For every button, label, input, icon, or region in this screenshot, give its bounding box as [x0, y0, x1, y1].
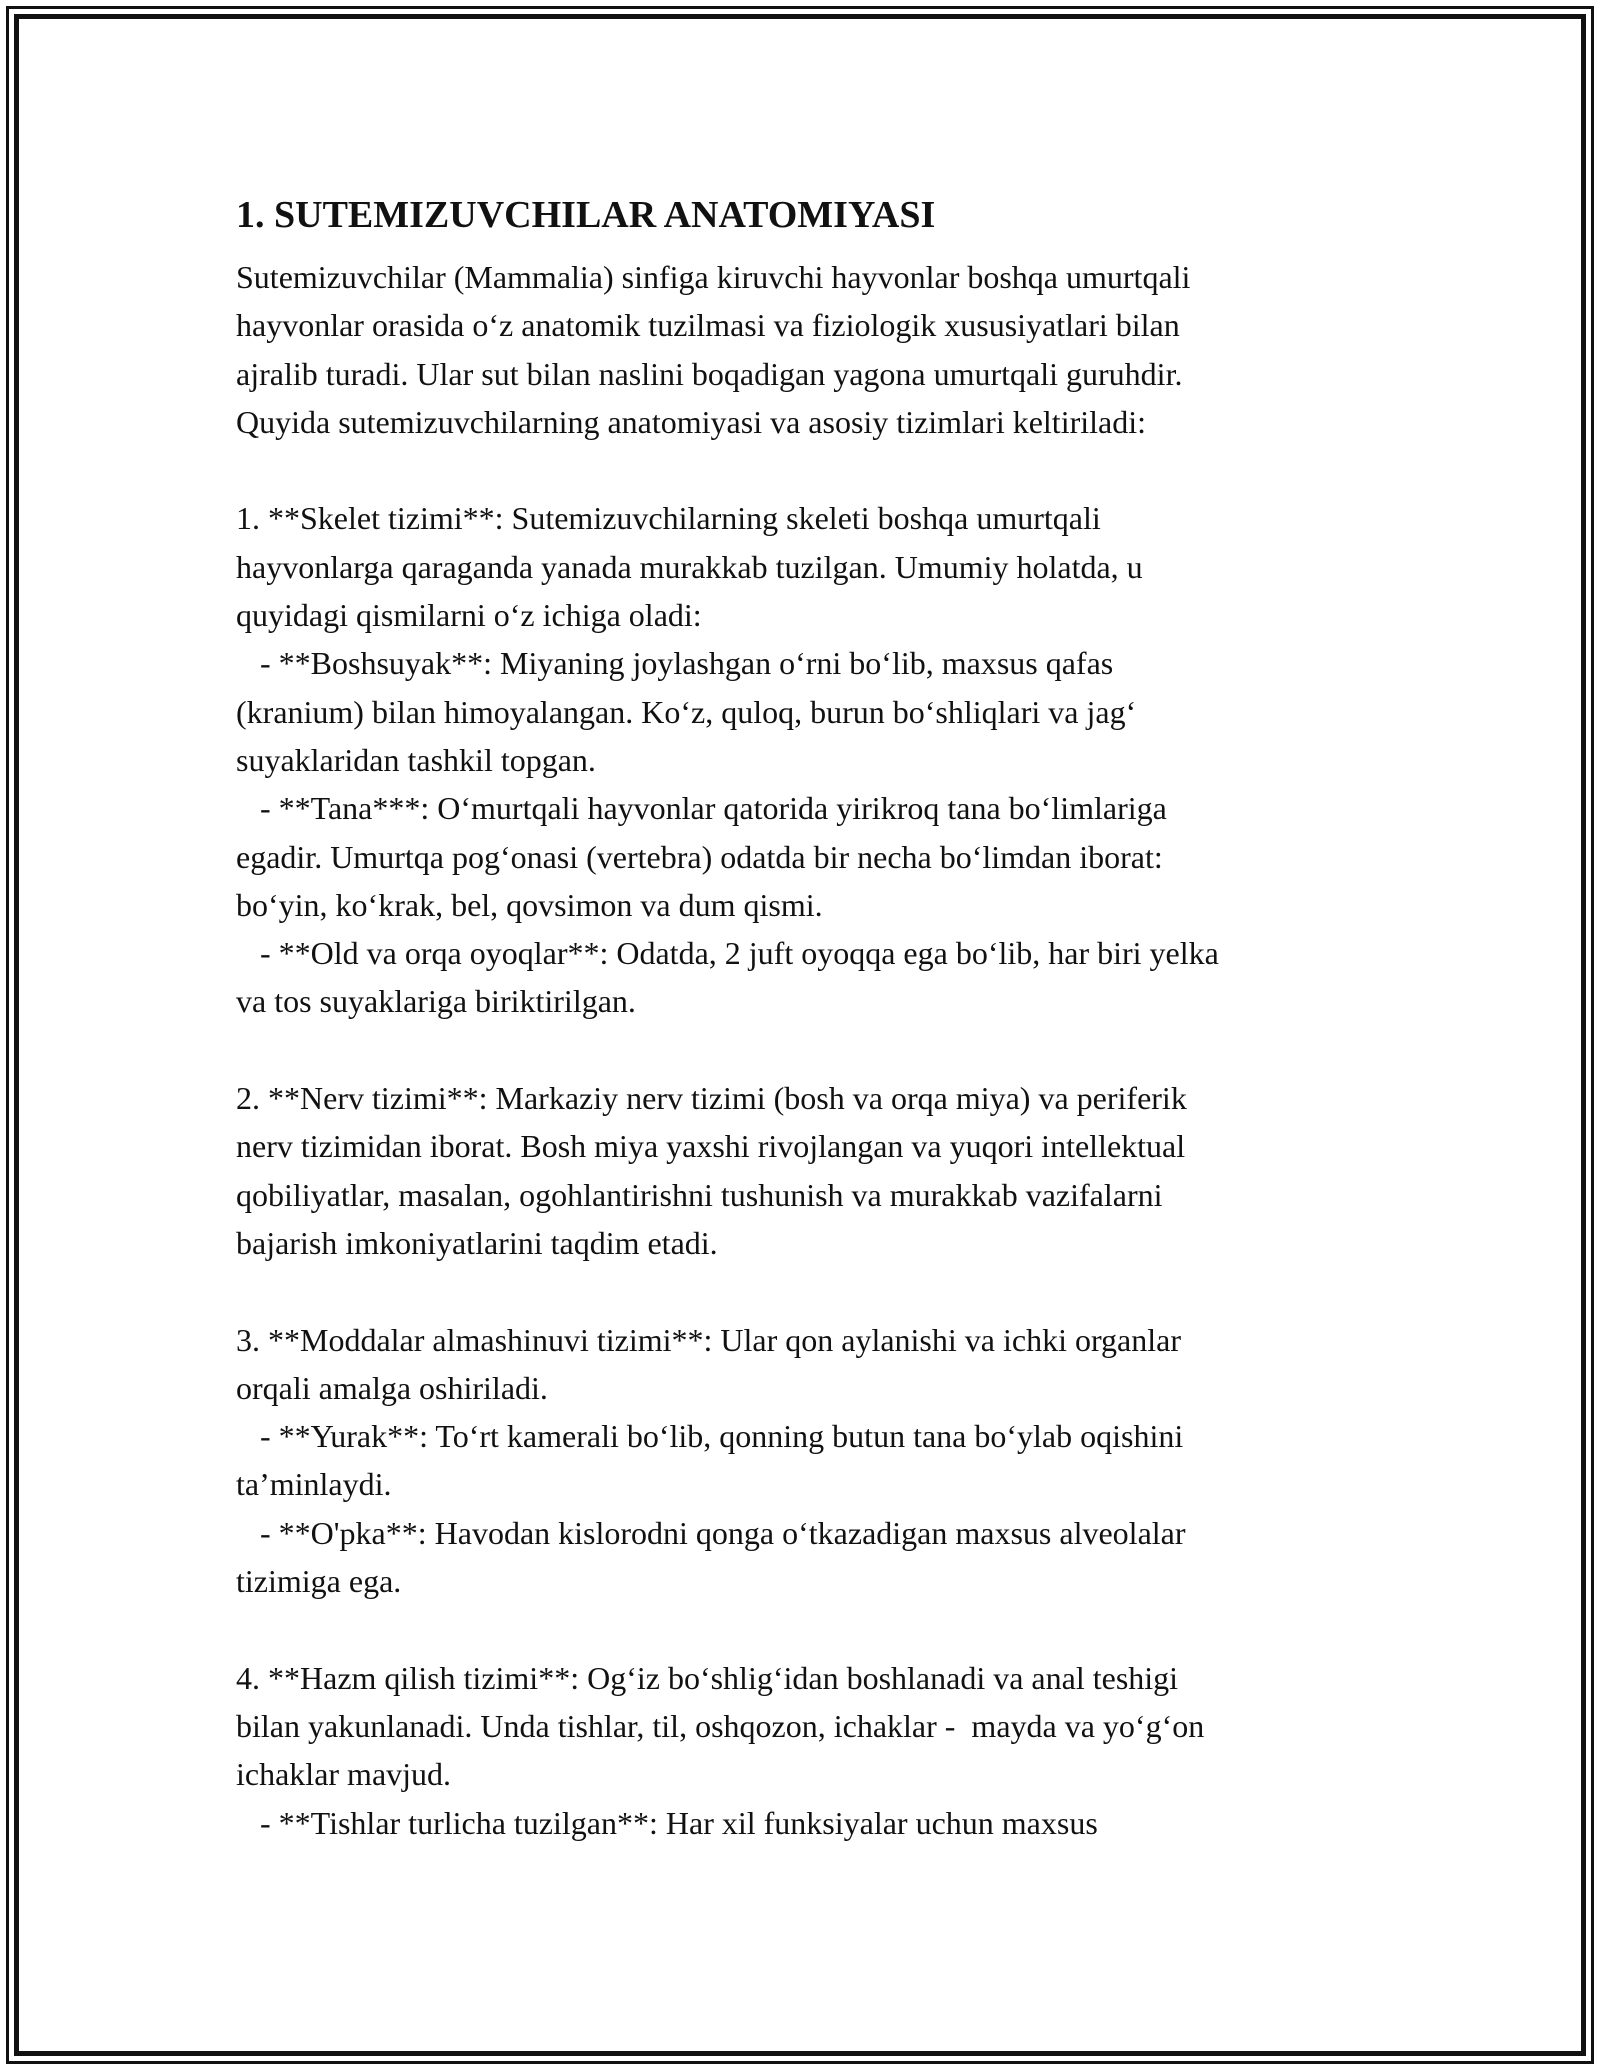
text-line: - **Tishlar turlicha tuzilgan**: Har xil funksiyalar uchun maxsus	[236, 1804, 1098, 1841]
text-line: ichaklar mavjud.	[236, 1756, 452, 1793]
text-line: qobiliyatlar, masalan, ogohlantirishni tushunish va murakkab vazifalarni	[236, 1176, 1163, 1213]
text-line: 3. **Moddalar almashinuvi tizimi**: Ular qon aylanishi va ichki organlar	[236, 1321, 1181, 1358]
text-line: suyaklaridan tashkil topgan.	[236, 741, 596, 778]
section-digestive-system	[236, 1654, 1416, 1847]
text-line: ta’minlaydi.	[236, 1466, 392, 1503]
text-line: hayvonlar orasida o‘z anatomik tuzilmasi va fiziologik xususiyatlari bilan	[236, 307, 1180, 344]
text-line: - **Tana***: O‘murtqali hayvonlar qatorida yirikroq tana bo‘limlariga	[236, 790, 1167, 827]
text-line: orqali amalga oshiriladi.	[236, 1369, 548, 1406]
text-line: bo‘yin, ko‘krak, bel, qovsimon va dum qismi.	[236, 886, 823, 923]
text-line: (kranium) bilan himoyalangan. Ko‘z, quloq, burun bo‘shliqlari va jag‘	[236, 693, 1137, 730]
text-line: 2. **Nerv tizimi**: Markaziy nerv tizimi (bosh va orqa miya) va periferik	[236, 1080, 1187, 1117]
text-line: 4. **Hazm qilish tizimi**: Og‘iz bo‘shlig‘idan boshlanadi va anal teshigi	[236, 1659, 1179, 1696]
text-line: 1. **Skelet tizimi**: Sutemizuvchilarning skeleti boshqa umurtqali	[236, 500, 1101, 537]
paragraph-gap	[236, 1605, 1416, 1653]
text-line: - **Yurak**: To‘rt kamerali bo‘lib, qonning butun tana bo‘ylab oqishini	[236, 1418, 1184, 1455]
text-line: va tos suyaklariga biriktirilgan.	[236, 983, 636, 1020]
intro-paragraph	[236, 253, 1416, 446]
text-line: Sutemizuvchilar (Mammalia) sinfiga kiruvchi hayvonlar boshqa umurtqali	[236, 259, 1191, 295]
text-line: hayvonlarga qaraganda yanada murakkab tuzilgan. Umumiy holatda, u	[236, 548, 1143, 585]
text-line: ajralib turadi. Ular sut bilan naslini boqadigan yagona umurtqali guruhdir.	[236, 355, 1183, 392]
section-metabolism-system	[236, 1316, 1416, 1606]
text-line: - **O'pka**: Havodan kislorodni qonga o‘tkazadigan maxsus alveolalar	[236, 1514, 1186, 1551]
text-line: nerv tizimidan iborat. Bosh miya yaxshi rivojlangan va yuqori intellektual	[236, 1128, 1186, 1165]
document-title: 1. SUTEMIZUVCHILAR ANATOMIYASI	[236, 194, 936, 236]
text-line: - **Old va orqa oyoqlar**: Odatda, 2 juft oyoqqa ega bo‘lib, har biri yelka	[236, 935, 1219, 972]
section-nervous-system	[236, 1074, 1416, 1267]
text-line: bilan yakunlanadi. Unda tishlar, til, oshqozon, ichaklar - mayda va yo‘g‘on	[236, 1707, 1205, 1744]
paragraph-gap	[236, 1026, 1416, 1074]
text-line: egadir. Umurtqa pog‘onasi (vertebra) odatda bir necha bo‘limdan iborat:	[236, 838, 1163, 875]
section-skeletal-system	[236, 494, 1416, 1025]
text-line: Quyida sutemizuvchilarning anatomiyasi va asosiy tizimlari keltiriladi:	[236, 403, 1146, 440]
text-line: quyidagi qismilarni o‘z ichiga oladi:	[236, 597, 702, 634]
paragraph-gap	[236, 1267, 1416, 1315]
text-line: - **Boshsuyak**: Miyaning joylashgan o‘rni bo‘lib, maxsus qafas	[236, 645, 1114, 682]
document-body	[236, 185, 1416, 1847]
text-line: tizimiga ega.	[236, 1563, 402, 1600]
paragraph-gap	[236, 446, 1416, 494]
text-line: bajarish imkoniyatlarini taqdim etadi.	[236, 1224, 718, 1261]
